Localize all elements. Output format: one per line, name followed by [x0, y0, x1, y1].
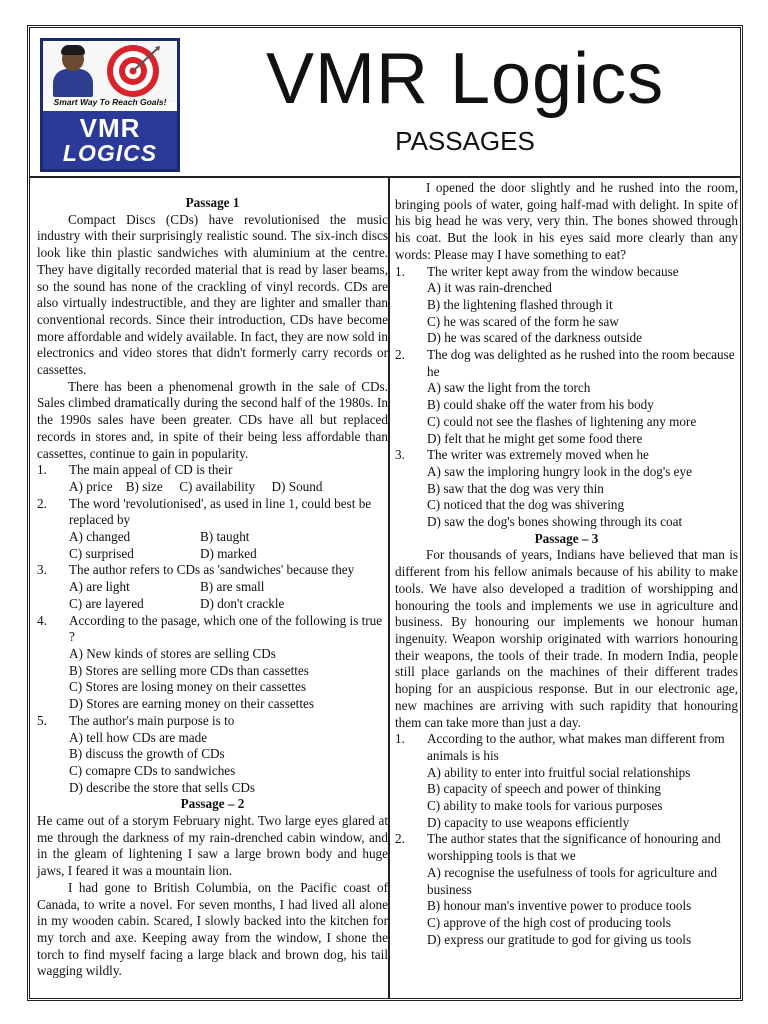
left-column — [37, 180, 388, 980]
logo-wordmark — [43, 111, 177, 169]
question-number: 4. — [37, 612, 47, 628]
passage-2-paragraph: I opened the door slightly and he rushed into the room, bringing pools of water, going half-mad with delight. In spite of his big head he was very, very thin. The bones showed through his coat. But the look in his eyes said more clearly than any words: Please may I have something to eat? — [395, 180, 738, 262]
question-number: 3. — [37, 562, 47, 578]
target-icon — [105, 43, 161, 99]
answer-option: C) are layered — [69, 595, 144, 611]
answer-option: A) changed — [69, 529, 131, 545]
question — [37, 562, 388, 579]
worksheet-page — [27, 25, 743, 1001]
page-title: VMR Logics — [265, 39, 665, 119]
question-text: The dog was delighted as he rushed into the room because he — [427, 347, 735, 379]
answer-option: A) are light — [69, 579, 130, 595]
answer-option: A) tell how CDs are made — [69, 729, 208, 745]
answer-option: D) express our gratitude to god for giving us tools — [427, 931, 692, 947]
question — [395, 831, 738, 864]
answer-option: A) ability to enter into fruitful social relationships — [427, 764, 691, 780]
question-text: According to the author, what makes man different from animals is his — [427, 731, 725, 763]
answer-option: C) Stores are losing money on their cassettes — [69, 679, 306, 695]
vmr-logics-logo — [40, 38, 180, 172]
answer-option: D) felt that he might get some food there — [427, 430, 643, 446]
question — [37, 713, 388, 730]
answer-option: D) Stores are earning money on their cassettes — [69, 696, 314, 712]
answer-option: D) marked — [200, 545, 257, 561]
answer-option: C) ability to make tools for various purposes — [427, 798, 663, 814]
answer-options: A) price B) size C) availability D) Sound — [69, 478, 323, 494]
question-number: 2. — [395, 831, 405, 847]
answer-option: D) he was scared of the darkness outside — [427, 330, 642, 346]
passage-2-paragraph: He came out of a storym February night. Two large eyes glared at me through the darkness of my rain-drenched cabin window, and in the gleam of lightening I saw a large brown body and huge jaws, I feared it was a mountain lion. — [37, 813, 388, 879]
question — [37, 462, 388, 479]
answer-option: B) could shake off the water from his body — [427, 397, 654, 413]
answer-options — [37, 596, 388, 613]
answer-option: D) describe the store that sells CDs — [69, 779, 256, 795]
answer-option: B) discuss the growth of CDs — [69, 746, 225, 762]
answer-option: C) surprised — [69, 545, 134, 561]
answer-options — [37, 579, 388, 596]
answer-option: B) capacity of speech and power of thinking — [427, 781, 662, 797]
question-text: The writer was extremely moved when he — [427, 447, 649, 463]
question — [37, 613, 388, 646]
answer-option: C) could not see the flashes of lightening any more — [427, 413, 697, 429]
page-header — [30, 28, 740, 178]
column-divider — [388, 178, 390, 998]
answer-option: B) Stores are selling more CDs than cassettes — [69, 662, 309, 678]
answer-options — [37, 529, 388, 546]
question-text: The main appeal of CD is their — [69, 462, 233, 478]
question — [395, 731, 738, 764]
answer-option: C) noticed that the dog was shivering — [427, 497, 625, 513]
logo-tagline: Smart Way To Reach Goals! — [53, 97, 167, 107]
passage-1-paragraph: There has been a phenomenal growth in the sale of CDs. Sales climbed dramatically during the second half of the 1980s. In the 1990s sales have been greater. CDs have all but replaced records in stores and, in spite of their being less affordable than cassettes, continue to gain in popularity. — [37, 378, 388, 461]
question-number: 1. — [37, 462, 47, 478]
right-column — [395, 180, 738, 948]
logo-text-vmr: VMR — [79, 113, 141, 143]
question-number: 2. — [395, 347, 405, 363]
question-text: According to the pasage, which one of the following is true ? — [69, 612, 383, 645]
answer-option: A) New kinds of stores are selling CDs — [69, 645, 276, 661]
passage-1-heading: Passage 1 — [185, 195, 240, 210]
question-number: 1. — [395, 731, 405, 747]
logo-text-logics: LOGICS — [62, 140, 158, 166]
passage-3-paragraph: For thousands of years, Indians have believed that man is different from his fellow animals because of his ability to make tools. We have also developed a tradition of worshipping and honouring the tools and implements we use in agriculture and business. By honouring our implements we honour human ingenuity. Weapon worship originated with warriors honouring their weapons, the tools of their trade. In modern India, people still place garlands on the machines of their different trades hoping for an auspicious response. But in our electronic age, new machines are arriving with such rapidity that honouring them can take more than just a day. — [395, 547, 738, 730]
question — [395, 264, 738, 281]
answer-option: B) saw that the dog was very thin — [427, 480, 604, 496]
question-text: The author's main purpose is to — [69, 712, 235, 728]
answer-option: B) are small — [200, 579, 265, 595]
logo-image-area — [43, 41, 177, 107]
question-number: 3. — [395, 447, 405, 463]
page-subtitle: PASSAGES — [395, 126, 535, 156]
question — [395, 447, 738, 464]
answer-option: A) recognise the usefulness of tools for agriculture and business — [427, 864, 718, 897]
answer-option: D) saw the dog's bones showing through its coat — [427, 514, 683, 530]
answer-option: D) don't crackle — [200, 595, 285, 611]
question-number: 1. — [395, 263, 405, 279]
passage-1-paragraph: Compact Discs (CDs) have revolutionised the music industry with their surprisingly realistic sound. The six-inch discs look like thin plastic sandwiches with aluminium at the centre. They have digitally recorded material that is read by laser beams, so the sound has none of the crackling of vinyl records. CDs are also virtually indestructible, and they are lighter and smaller than conventional records. Since their introduction, CDs have become more affordable and widely available. In fact, they are now sold in electronics and video stores that didn't formerly carry records or cassettes. — [37, 211, 388, 378]
answer-options — [37, 546, 388, 563]
person-icon — [49, 45, 95, 97]
answer-option: A) saw the light from the torch — [427, 380, 591, 396]
question-number: 2. — [37, 495, 47, 511]
question — [37, 496, 388, 529]
question-text: The word 'revolutionised', as used in line 1, could best be replaced by — [69, 495, 372, 528]
passage-3-heading: Passage – 3 — [534, 530, 599, 546]
answer-option: A) it was rain-drenched — [427, 280, 552, 296]
answer-option: B) the lightening flashed through it — [427, 296, 613, 312]
passage-2-paragraph: I had gone to British Columbia, on the Pacific coast of Canada, to write a novel. For seven months, I had lived all alone in my wooden cabin. Scared, I slowly backed into the kitchen for my torch and axe. Keeping away from the window, I shone the torch to find myself facing a large black and brown dog, his tail wagging wildly. — [37, 879, 388, 979]
answer-option: B) honour man's inventive power to produce tools — [427, 898, 692, 914]
answer-option: C) he was scared of the form he saw — [427, 313, 619, 329]
question — [395, 347, 738, 380]
passage-2-heading: Passage – 2 — [180, 796, 245, 812]
question-text: The author refers to CDs as 'sandwiches' because they — [69, 562, 355, 578]
answer-option: B) taught — [200, 529, 250, 545]
answer-option: C) approve of the high cost of producing tools — [427, 914, 671, 930]
question-text: The writer kept away from the window because — [427, 263, 679, 279]
answer-option: D) capacity to use weapons efficiently — [427, 814, 630, 830]
answer-option: C) comapre CDs to sandwiches — [69, 762, 236, 778]
question-text: The author states that the significance of honouring and worshipping tools is that we — [427, 831, 721, 864]
question-number: 5. — [37, 712, 47, 728]
answer-option: A) saw the imploring hungry look in the dog's eye — [427, 463, 692, 479]
